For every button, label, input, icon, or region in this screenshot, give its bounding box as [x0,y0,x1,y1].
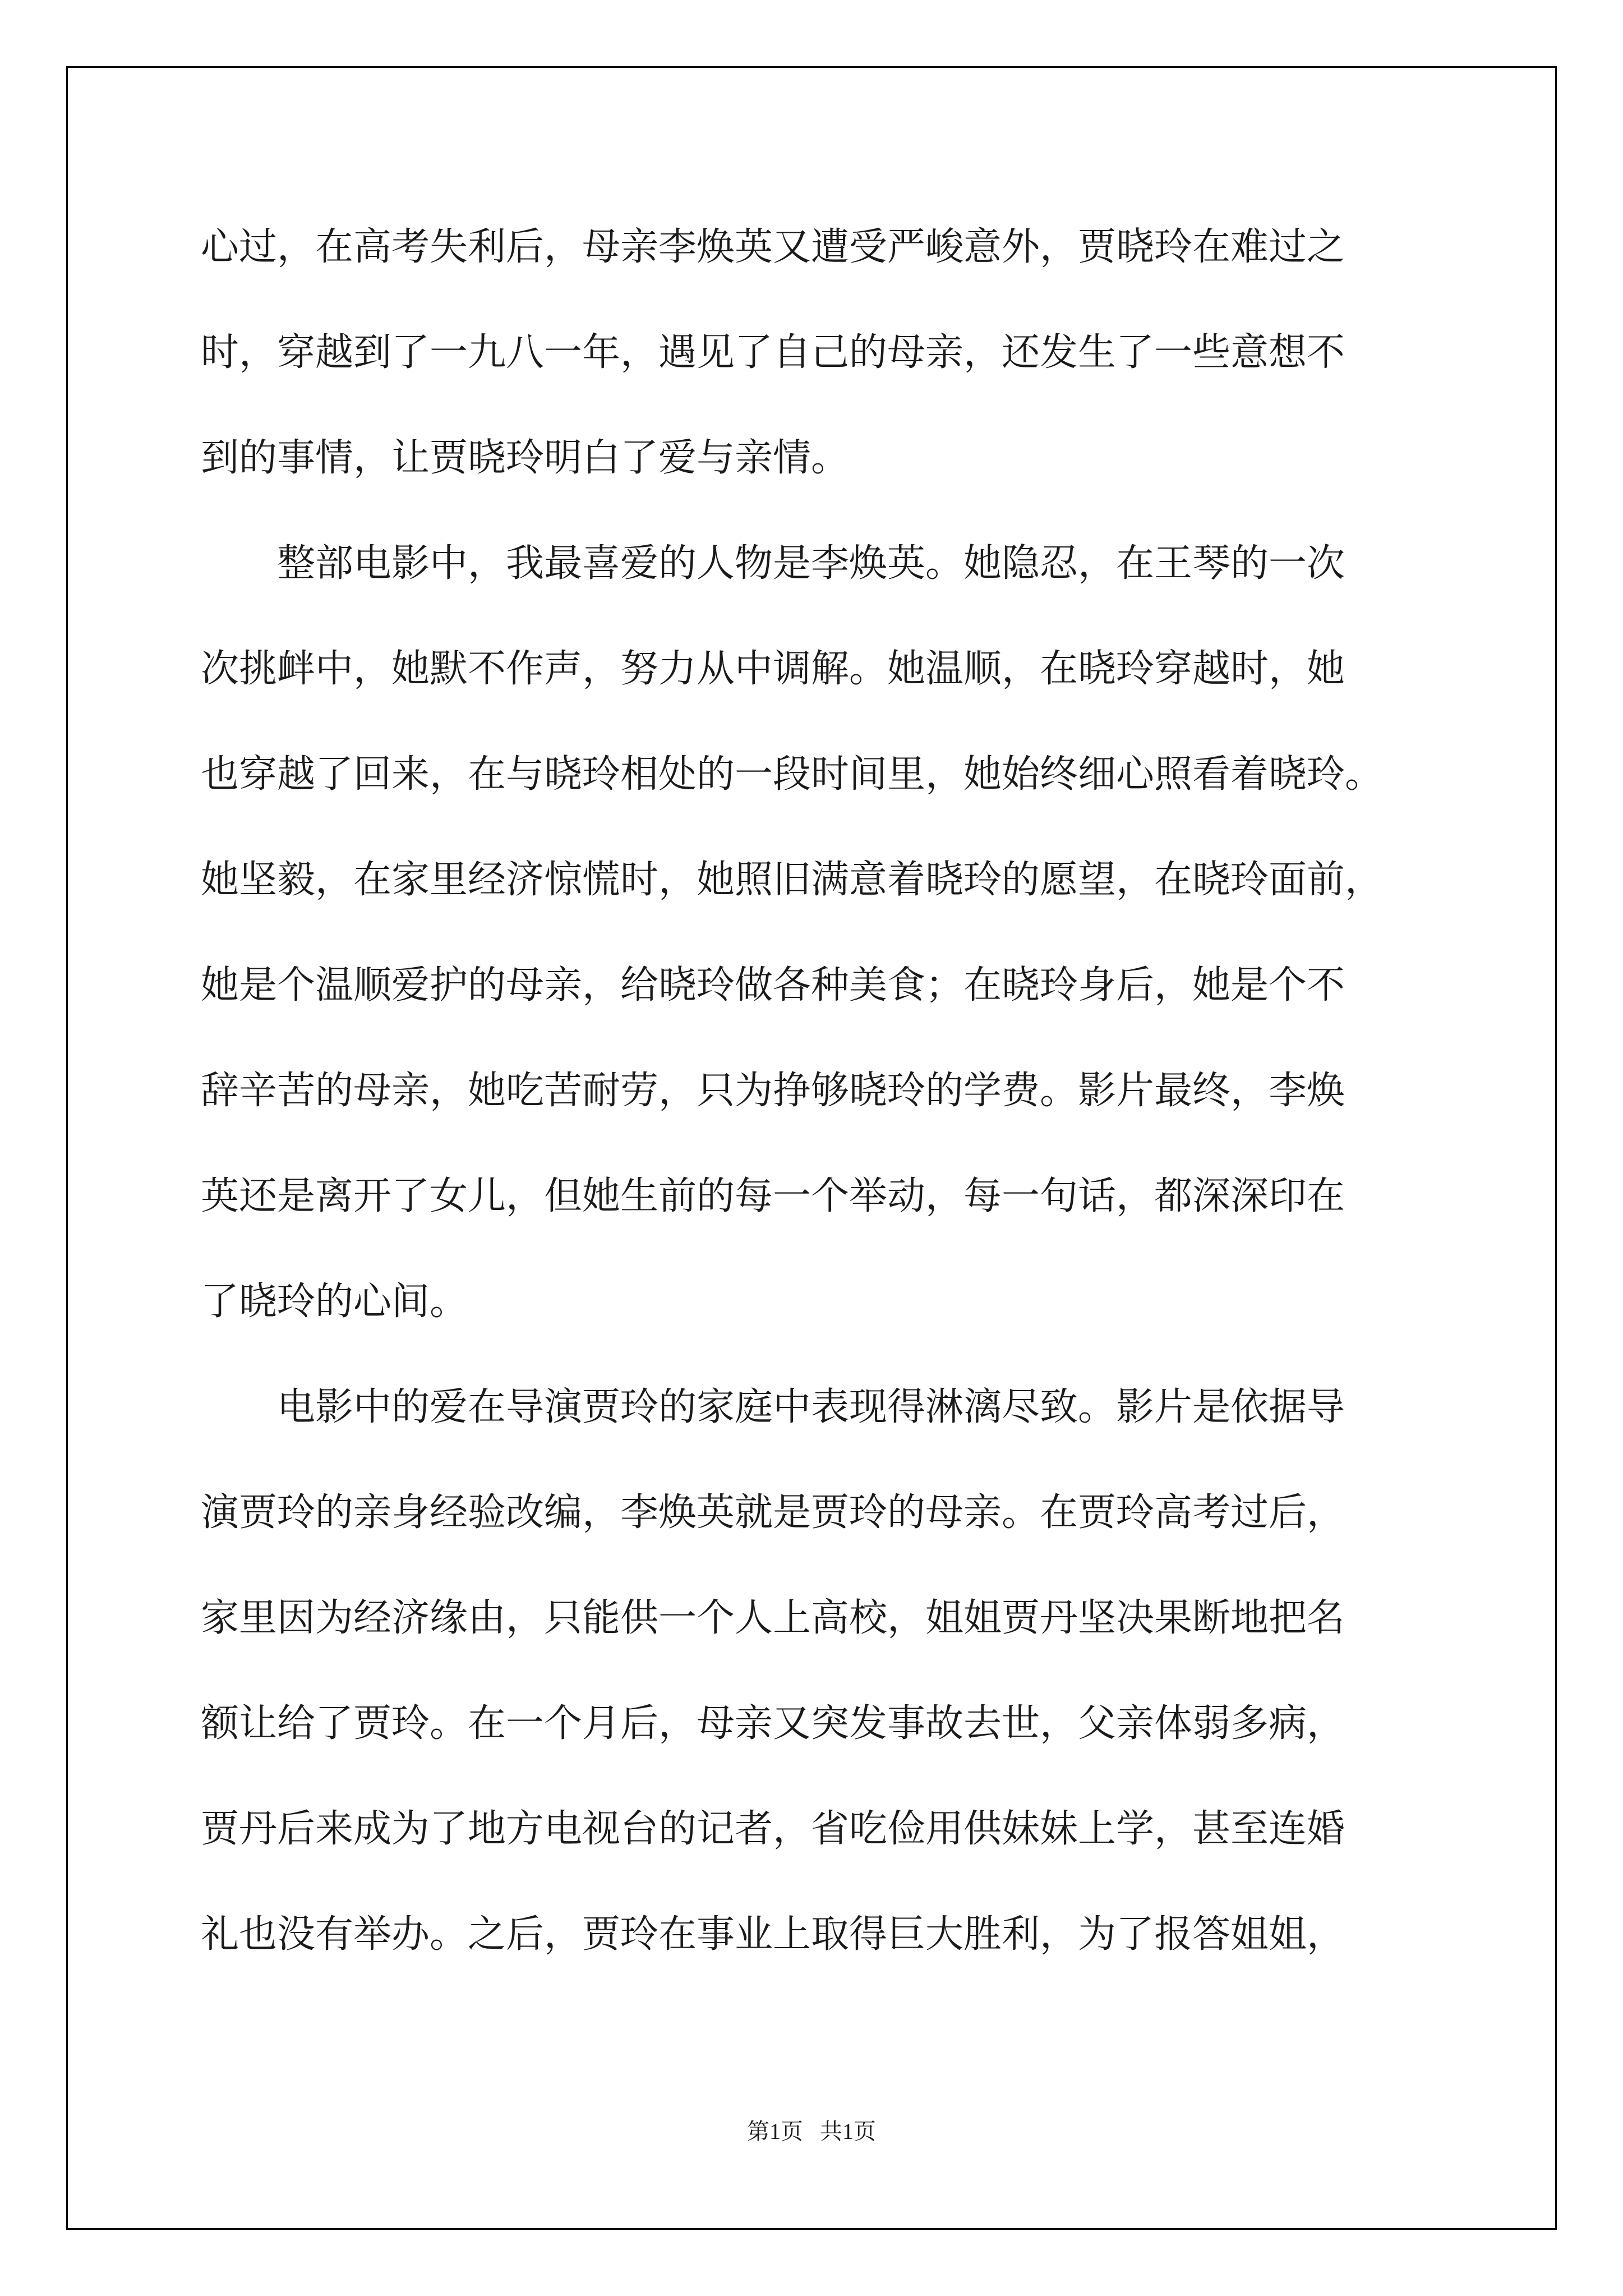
text-line: 电影中的爱在导演贾玲的家庭中表现得淋漓尽致。影片是依据导 [201,1385,1345,1429]
text-line: 也穿越了回来，在与晓玲相处的一段时间里，她始终细心照看着晓玲。 [201,752,1384,797]
text-line: 她坚毅，在家里经济惊慌时，她照旧满意着晓玲的愿望，在晓玲面前， [201,858,1384,902]
page-number-footer: 第1页 共1页 [747,2119,876,2144]
text-line: 到的事情，让贾晓玲明白了爱与亲情。 [201,436,850,480]
text-line: 家里因为经济缘由，只能供一个人上高校，姐姐贾丹坚决果断地把名 [201,1596,1345,1640]
text-line: 礼也没有举办。之后，贾玲在事业上取得巨大胜利，为了报答姐姐， [201,1912,1345,1957]
text-line: 心过，在高考失利后，母亲李焕英又遭受严峻意外，贾晓玲在难过之 [201,225,1345,269]
text-line: 整部电影中，我最喜爱的人物是李焕英。她隐忍，在王琴的一次 [201,541,1345,586]
text-line: 辞辛苦的母亲，她吃苦耐劳，只为挣够晓玲的学费。影片最终，李焕 [201,1069,1345,1113]
text-line: 她是个温顺爱护的母亲，给晓玲做各种美食；在晓玲身后，她是个不 [201,963,1345,1007]
text-line: 演贾玲的亲身经验改编，李焕英就是贾玲的母亲。在贾玲高考过后， [201,1490,1345,1535]
text-line: 时，穿越到了一九八一年，遇见了自己的母亲，还发生了一些意想不 [201,330,1345,375]
text-line: 了晓玲的心间。 [201,1280,468,1324]
text-line: 贾丹后来成为了地方电视台的记者，省吃俭用供妹妹上学，甚至连婚 [201,1807,1345,1851]
text-line: 次挑衅中，她默不作声，努力从中调解。她温顺，在晓玲穿越时，她 [201,647,1345,691]
document-body [201,217,1440,2009]
text-line: 额让给了贾玲。在一个月后，母亲又突发事故去世，父亲体弱多病， [201,1701,1345,1746]
text-line: 英还是离开了女儿，但她生前的每一个举动，每一句话，都深深印在 [201,1174,1345,1218]
